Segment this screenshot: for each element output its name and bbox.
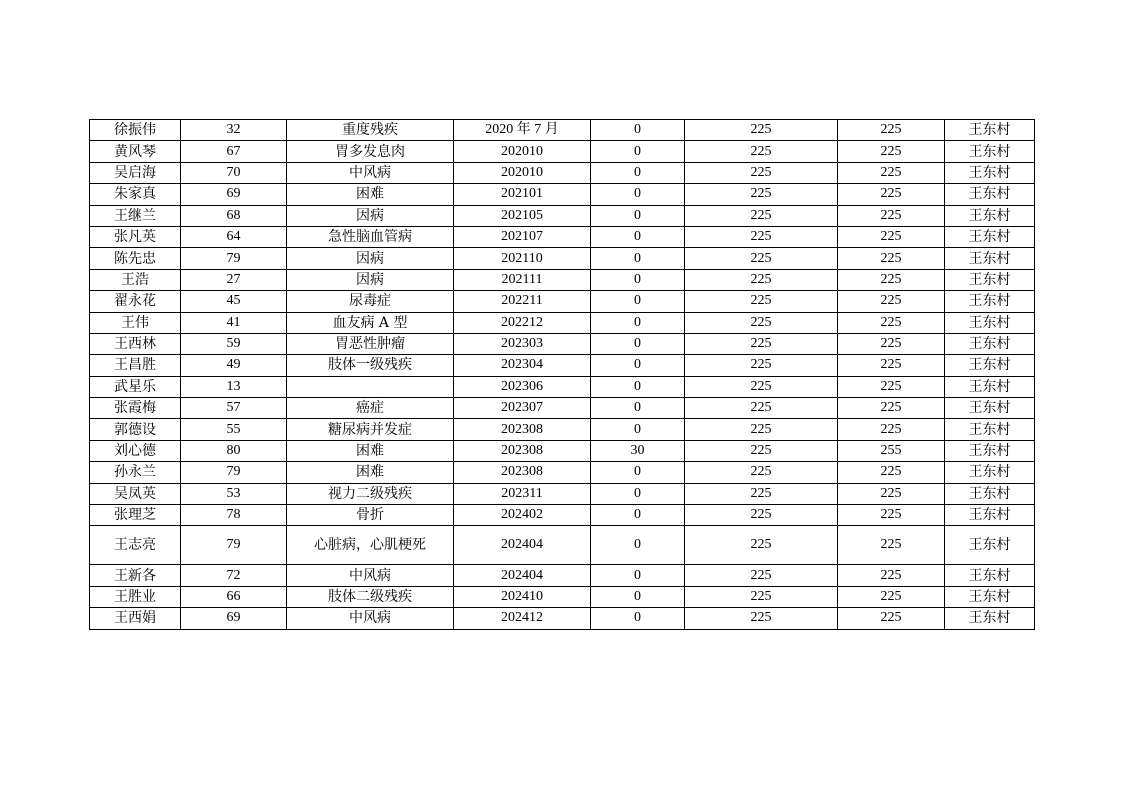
table-row bbox=[90, 419, 1035, 440]
village-cell: 王东村 bbox=[945, 376, 1035, 397]
table-row bbox=[90, 205, 1035, 226]
age-cell: 79 bbox=[181, 248, 287, 269]
extra-amount-cell: 0 bbox=[591, 376, 685, 397]
base-amount-cell: 225 bbox=[685, 269, 838, 290]
age-cell: 32 bbox=[181, 120, 287, 141]
total-amount-cell: 225 bbox=[838, 312, 945, 333]
base-amount-cell: 225 bbox=[685, 355, 838, 376]
table-row bbox=[90, 141, 1035, 162]
extra-amount-cell: 0 bbox=[591, 398, 685, 419]
age-cell: 66 bbox=[181, 586, 287, 607]
age-cell: 57 bbox=[181, 398, 287, 419]
reason-cell: 因病 bbox=[287, 205, 454, 226]
name-cell: 王志亮 bbox=[90, 526, 181, 565]
table-row bbox=[90, 312, 1035, 333]
table-row bbox=[90, 608, 1035, 629]
name-cell: 王西林 bbox=[90, 333, 181, 354]
name-cell: 刘心德 bbox=[90, 440, 181, 461]
base-amount-cell: 225 bbox=[685, 248, 838, 269]
reason-cell: 困难 bbox=[287, 184, 454, 205]
date-cell: 202404 bbox=[454, 526, 591, 565]
total-amount-cell: 225 bbox=[838, 483, 945, 504]
reason-cell: 尿毒症 bbox=[287, 291, 454, 312]
age-cell: 69 bbox=[181, 184, 287, 205]
base-amount-cell: 225 bbox=[685, 312, 838, 333]
base-amount-cell: 225 bbox=[685, 120, 838, 141]
extra-amount-cell: 0 bbox=[591, 162, 685, 183]
name-cell: 王西娟 bbox=[90, 608, 181, 629]
base-amount-cell: 225 bbox=[685, 333, 838, 354]
village-cell: 王东村 bbox=[945, 120, 1035, 141]
extra-amount-cell: 0 bbox=[591, 333, 685, 354]
date-cell: 202308 bbox=[454, 419, 591, 440]
base-amount-cell: 225 bbox=[685, 483, 838, 504]
total-amount-cell: 225 bbox=[838, 398, 945, 419]
extra-amount-cell: 0 bbox=[591, 226, 685, 247]
extra-amount-cell: 0 bbox=[591, 419, 685, 440]
age-cell: 64 bbox=[181, 226, 287, 247]
extra-amount-cell: 0 bbox=[591, 184, 685, 205]
date-cell: 202308 bbox=[454, 462, 591, 483]
extra-amount-cell: 0 bbox=[591, 291, 685, 312]
reason-cell: 心脏病，心肌梗死 bbox=[287, 526, 454, 565]
total-amount-cell: 225 bbox=[838, 333, 945, 354]
date-cell: 202304 bbox=[454, 355, 591, 376]
age-cell: 49 bbox=[181, 355, 287, 376]
table-row bbox=[90, 462, 1035, 483]
base-amount-cell: 225 bbox=[685, 226, 838, 247]
extra-amount-cell: 0 bbox=[591, 526, 685, 565]
total-amount-cell: 225 bbox=[838, 120, 945, 141]
name-cell: 王浩 bbox=[90, 269, 181, 290]
name-cell: 吴启海 bbox=[90, 162, 181, 183]
age-cell: 27 bbox=[181, 269, 287, 290]
age-cell: 79 bbox=[181, 526, 287, 565]
village-cell: 王东村 bbox=[945, 419, 1035, 440]
date-cell: 202404 bbox=[454, 565, 591, 586]
base-amount-cell: 225 bbox=[685, 376, 838, 397]
table-row bbox=[90, 398, 1035, 419]
village-cell: 王东村 bbox=[945, 526, 1035, 565]
village-cell: 王东村 bbox=[945, 184, 1035, 205]
base-amount-cell: 225 bbox=[685, 440, 838, 461]
extra-amount-cell: 0 bbox=[591, 608, 685, 629]
age-cell: 53 bbox=[181, 483, 287, 504]
extra-amount-cell: 0 bbox=[591, 120, 685, 141]
date-cell: 202303 bbox=[454, 333, 591, 354]
table-row bbox=[90, 376, 1035, 397]
village-cell: 王东村 bbox=[945, 505, 1035, 526]
village-cell: 王东村 bbox=[945, 162, 1035, 183]
date-cell: 202306 bbox=[454, 376, 591, 397]
reason-cell: 困难 bbox=[287, 462, 454, 483]
name-cell: 朱家真 bbox=[90, 184, 181, 205]
total-amount-cell: 225 bbox=[838, 355, 945, 376]
total-amount-cell: 225 bbox=[838, 608, 945, 629]
extra-amount-cell: 0 bbox=[591, 462, 685, 483]
base-amount-cell: 225 bbox=[685, 608, 838, 629]
table-row bbox=[90, 355, 1035, 376]
table-row bbox=[90, 483, 1035, 504]
name-cell: 王继兰 bbox=[90, 205, 181, 226]
date-cell: 2020 年 7 月 bbox=[454, 120, 591, 141]
name-cell: 郭德设 bbox=[90, 419, 181, 440]
total-amount-cell: 225 bbox=[838, 586, 945, 607]
reason-cell: 急性脑血管病 bbox=[287, 226, 454, 247]
table-row bbox=[90, 269, 1035, 290]
base-amount-cell: 225 bbox=[685, 526, 838, 565]
reason-cell: 胃恶性肿瘤 bbox=[287, 333, 454, 354]
age-cell: 72 bbox=[181, 565, 287, 586]
table-row bbox=[90, 505, 1035, 526]
age-cell: 70 bbox=[181, 162, 287, 183]
table-row bbox=[90, 565, 1035, 586]
base-amount-cell: 225 bbox=[685, 162, 838, 183]
name-cell: 张凡英 bbox=[90, 226, 181, 247]
age-cell: 79 bbox=[181, 462, 287, 483]
age-cell: 68 bbox=[181, 205, 287, 226]
reason-cell: 骨折 bbox=[287, 505, 454, 526]
age-cell: 78 bbox=[181, 505, 287, 526]
total-amount-cell: 225 bbox=[838, 226, 945, 247]
reason-cell: 因病 bbox=[287, 248, 454, 269]
name-cell: 黄风琴 bbox=[90, 141, 181, 162]
age-cell: 55 bbox=[181, 419, 287, 440]
name-cell: 吴凤英 bbox=[90, 483, 181, 504]
reason-cell: 糖尿病并发症 bbox=[287, 419, 454, 440]
village-cell: 王东村 bbox=[945, 333, 1035, 354]
extra-amount-cell: 0 bbox=[591, 141, 685, 162]
table-row bbox=[90, 440, 1035, 461]
village-cell: 王东村 bbox=[945, 565, 1035, 586]
village-cell: 王东村 bbox=[945, 269, 1035, 290]
extra-amount-cell: 0 bbox=[591, 248, 685, 269]
name-cell: 武星乐 bbox=[90, 376, 181, 397]
total-amount-cell: 225 bbox=[838, 248, 945, 269]
reason-cell: 肢体二级残疾 bbox=[287, 586, 454, 607]
reason-cell: 视力二级残疾 bbox=[287, 483, 454, 504]
age-cell: 45 bbox=[181, 291, 287, 312]
date-cell: 202212 bbox=[454, 312, 591, 333]
base-amount-cell: 225 bbox=[685, 184, 838, 205]
name-cell: 陈先忠 bbox=[90, 248, 181, 269]
date-cell: 202010 bbox=[454, 141, 591, 162]
age-cell: 41 bbox=[181, 312, 287, 333]
date-cell: 202111 bbox=[454, 269, 591, 290]
age-cell: 69 bbox=[181, 608, 287, 629]
table-body bbox=[90, 120, 1035, 630]
total-amount-cell: 225 bbox=[838, 419, 945, 440]
base-amount-cell: 225 bbox=[685, 565, 838, 586]
extra-amount-cell: 0 bbox=[591, 505, 685, 526]
table-row bbox=[90, 120, 1035, 141]
reason-cell: 中风病 bbox=[287, 162, 454, 183]
extra-amount-cell: 0 bbox=[591, 312, 685, 333]
reason-cell: 癌症 bbox=[287, 398, 454, 419]
name-cell: 孙永兰 bbox=[90, 462, 181, 483]
total-amount-cell: 225 bbox=[838, 376, 945, 397]
name-cell: 徐振伟 bbox=[90, 120, 181, 141]
reason-cell: 困难 bbox=[287, 440, 454, 461]
date-cell: 202110 bbox=[454, 248, 591, 269]
reason-cell: 重度残疾 bbox=[287, 120, 454, 141]
age-cell: 59 bbox=[181, 333, 287, 354]
base-amount-cell: 225 bbox=[685, 419, 838, 440]
village-cell: 王东村 bbox=[945, 462, 1035, 483]
table-row bbox=[90, 248, 1035, 269]
name-cell: 王新各 bbox=[90, 565, 181, 586]
village-cell: 王东村 bbox=[945, 141, 1035, 162]
reason-cell: 胃多发息肉 bbox=[287, 141, 454, 162]
total-amount-cell: 225 bbox=[838, 162, 945, 183]
village-cell: 王东村 bbox=[945, 586, 1035, 607]
total-amount-cell: 255 bbox=[838, 440, 945, 461]
reason-cell: 中风病 bbox=[287, 565, 454, 586]
date-cell: 202410 bbox=[454, 586, 591, 607]
reason-cell: 因病 bbox=[287, 269, 454, 290]
base-amount-cell: 225 bbox=[685, 586, 838, 607]
extra-amount-cell: 0 bbox=[591, 355, 685, 376]
total-amount-cell: 225 bbox=[838, 462, 945, 483]
name-cell: 翟永花 bbox=[90, 291, 181, 312]
total-amount-cell: 225 bbox=[838, 291, 945, 312]
village-cell: 王东村 bbox=[945, 205, 1035, 226]
village-cell: 王东村 bbox=[945, 226, 1035, 247]
table-row bbox=[90, 333, 1035, 354]
date-cell: 202211 bbox=[454, 291, 591, 312]
reason-cell: 中风病 bbox=[287, 608, 454, 629]
extra-amount-cell: 0 bbox=[591, 565, 685, 586]
base-amount-cell: 225 bbox=[685, 205, 838, 226]
extra-amount-cell: 30 bbox=[591, 440, 685, 461]
village-cell: 王东村 bbox=[945, 312, 1035, 333]
date-cell: 202311 bbox=[454, 483, 591, 504]
table-row bbox=[90, 226, 1035, 247]
reason-cell: 肢体一级残疾 bbox=[287, 355, 454, 376]
name-cell: 张理芝 bbox=[90, 505, 181, 526]
date-cell: 202402 bbox=[454, 505, 591, 526]
age-cell: 67 bbox=[181, 141, 287, 162]
age-cell: 13 bbox=[181, 376, 287, 397]
date-cell: 202107 bbox=[454, 226, 591, 247]
base-amount-cell: 225 bbox=[685, 462, 838, 483]
total-amount-cell: 225 bbox=[838, 184, 945, 205]
date-cell: 202308 bbox=[454, 440, 591, 461]
village-cell: 王东村 bbox=[945, 248, 1035, 269]
table-row bbox=[90, 526, 1035, 565]
total-amount-cell: 225 bbox=[838, 141, 945, 162]
name-cell: 王昌胜 bbox=[90, 355, 181, 376]
total-amount-cell: 225 bbox=[838, 526, 945, 565]
village-cell: 王东村 bbox=[945, 440, 1035, 461]
base-amount-cell: 225 bbox=[685, 291, 838, 312]
village-cell: 王东村 bbox=[945, 355, 1035, 376]
table-row bbox=[90, 184, 1035, 205]
age-cell: 80 bbox=[181, 440, 287, 461]
table-row bbox=[90, 291, 1035, 312]
table-row bbox=[90, 586, 1035, 607]
name-cell: 王胜业 bbox=[90, 586, 181, 607]
date-cell: 202412 bbox=[454, 608, 591, 629]
village-cell: 王东村 bbox=[945, 608, 1035, 629]
base-amount-cell: 225 bbox=[685, 505, 838, 526]
date-cell: 202101 bbox=[454, 184, 591, 205]
name-cell: 王伟 bbox=[90, 312, 181, 333]
reason-cell bbox=[287, 376, 454, 397]
extra-amount-cell: 0 bbox=[591, 586, 685, 607]
date-cell: 202105 bbox=[454, 205, 591, 226]
extra-amount-cell: 0 bbox=[591, 205, 685, 226]
table-row bbox=[90, 162, 1035, 183]
date-cell: 202010 bbox=[454, 162, 591, 183]
extra-amount-cell: 0 bbox=[591, 269, 685, 290]
total-amount-cell: 225 bbox=[838, 565, 945, 586]
base-amount-cell: 225 bbox=[685, 141, 838, 162]
village-cell: 王东村 bbox=[945, 483, 1035, 504]
reason-cell: 血友病 A 型 bbox=[287, 312, 454, 333]
extra-amount-cell: 0 bbox=[591, 483, 685, 504]
date-cell: 202307 bbox=[454, 398, 591, 419]
village-cell: 王东村 bbox=[945, 291, 1035, 312]
village-cell: 王东村 bbox=[945, 398, 1035, 419]
total-amount-cell: 225 bbox=[838, 269, 945, 290]
recipient-table bbox=[89, 119, 1035, 630]
name-cell: 张霞梅 bbox=[90, 398, 181, 419]
base-amount-cell: 225 bbox=[685, 398, 838, 419]
total-amount-cell: 225 bbox=[838, 205, 945, 226]
total-amount-cell: 225 bbox=[838, 505, 945, 526]
